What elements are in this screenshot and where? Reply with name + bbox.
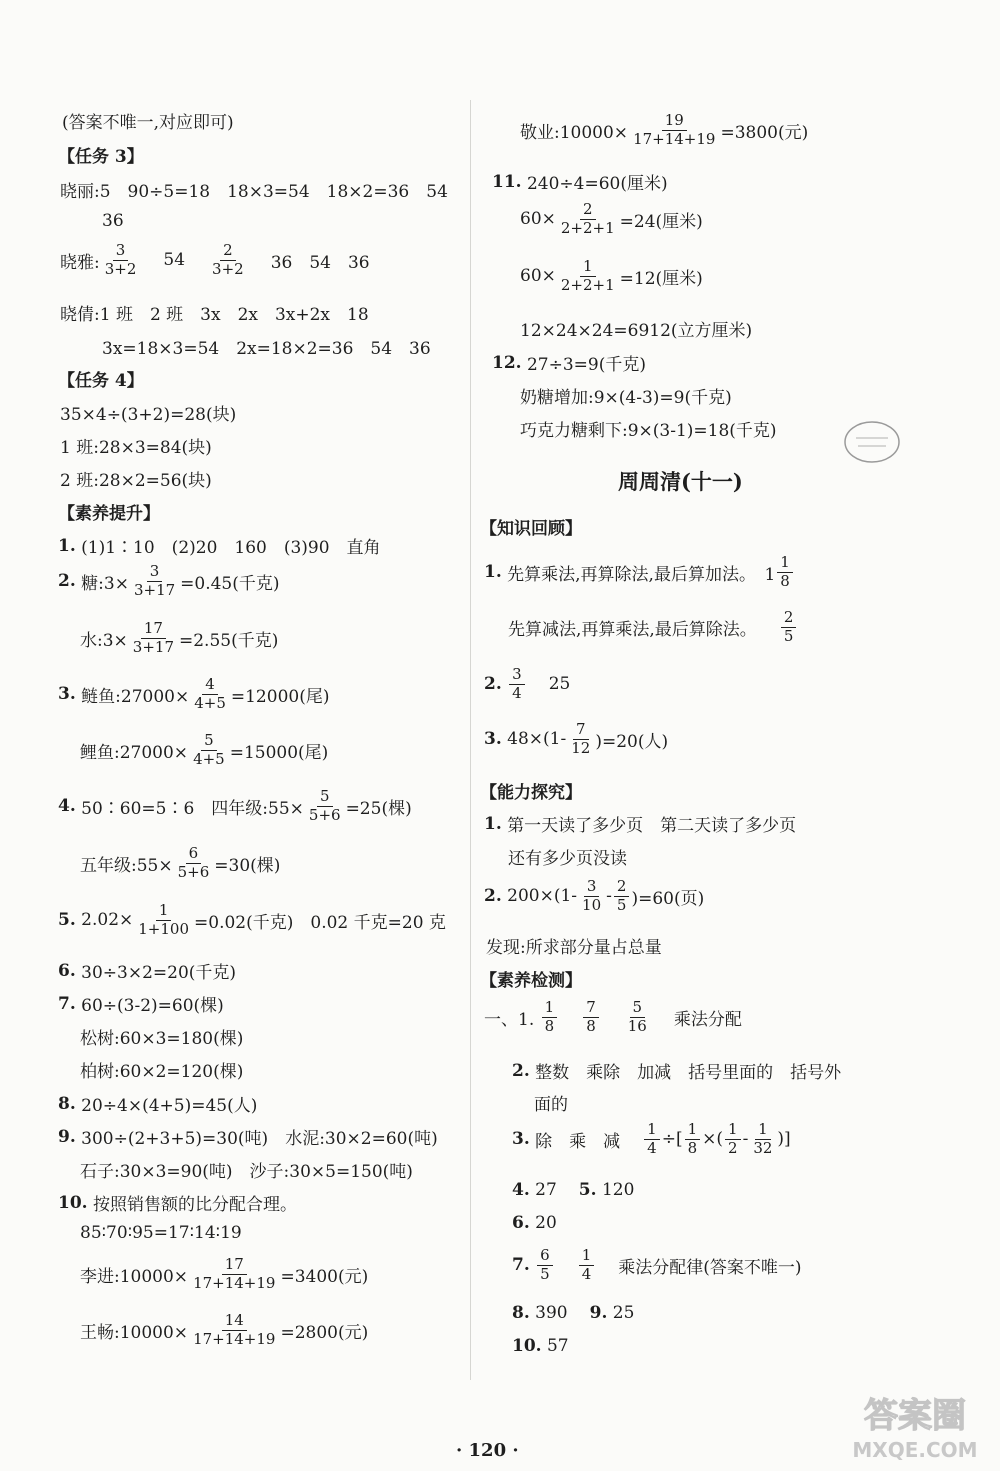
fraction: $\frac{5}{5+6}$ <box>308 787 341 824</box>
question-10-line: 李进:10000× $\frac{17}{17+14+19}$ =3400(元) <box>80 1255 369 1292</box>
question-6: 6. 30÷3×2=20(千克) <box>58 960 237 983</box>
fraction: $\frac{2}{2+2+1}$ <box>560 200 615 237</box>
question-3-line: 鲤鱼:27000× $\frac{5}{4+5}$ =15000(尾) <box>80 731 329 768</box>
question-12-line: 巧克力糖剩下:9×(3-1)=18(千克) <box>520 421 777 441</box>
fraction: $\frac{3}{3+17}$ <box>133 562 176 599</box>
question-4-line: 五年级:55× $\frac{6}{5+6}$ =30(棵) <box>80 844 281 881</box>
fraction: $\frac{17}{17+14+19}$ <box>193 1255 276 1292</box>
question-3: 3. 鲢鱼:27000× $\frac{4}{4+5}$ =12000(尾) <box>58 675 330 712</box>
fraction: 2 5 <box>781 610 797 645</box>
fraction: 7 12 <box>571 720 591 757</box>
fraction: 3 10 <box>582 877 602 914</box>
explore-finding: 发现:所求部分量占总量 <box>486 938 662 958</box>
question-10-line: 85∶70∶95=17∶14∶19 <box>80 1223 242 1243</box>
fraction: $\frac{1}{1+100}$ <box>138 901 190 938</box>
fraction: 3 3+2 <box>104 241 137 278</box>
note-line: (答案不唯一,对应即可) <box>62 113 234 133</box>
question-5: 5. 2.02× $\frac{1}{1+100}$ =0.02(千克) 0.02 千克=20 克 <box>58 901 446 938</box>
answer-line: 36 <box>102 211 124 231</box>
question-12-line: 奶糖增加:9×(4-3)=9(千克) <box>520 388 732 408</box>
fraction: $\frac{17}{3+17}$ <box>132 619 174 656</box>
test-3: 3. 除 乘 减 $\frac{1}{4}$ ÷[ $\frac{1}{8}$ ×( 1 2 - 1 32 )] <box>512 1120 791 1157</box>
question-10: 10. 按照销售额的比分配合理。 <box>58 1192 297 1215</box>
question-8: 8. 20÷4×(4+5)=45(人) <box>58 1093 258 1116</box>
fraction: $\frac{4}{4+5}$ <box>194 675 226 712</box>
explore-2: 2. 200×(1- 3 10 - 2 5 )=60(页) <box>484 877 705 914</box>
question-11-line: 12×24×24=6912(立方厘米) <box>520 321 753 341</box>
heading-task3: 【任务 3】 <box>58 147 144 167</box>
question-7-line: 松树:60×3=180(棵) <box>80 1029 244 1049</box>
test-10: 10. 57 <box>512 1336 569 1356</box>
question-1: 1. (1)1∶10 (2)20 160 (3)90 直角 <box>58 535 381 558</box>
svg-text:答案圈: 答案圈 <box>864 1396 966 1436</box>
fraction: 3 4 <box>509 667 525 702</box>
fraction: $\frac{1}{2+2+1}$ <box>560 257 615 294</box>
page-number: · 120 · <box>456 1440 519 1461</box>
review-1: 1. 先算乘法,再算除法,最后算加法。 1 1 8 <box>484 555 795 590</box>
answer-line: 2 班:28×2=56(块) <box>60 471 212 491</box>
fraction: $\frac{14}{17+14+19}$ <box>193 1311 276 1348</box>
question-2-line: 水:3× $\frac{17}{3+17}$ =2.55(千克) <box>80 619 279 656</box>
heading-task4: 【任务 4】 <box>58 371 144 391</box>
section-title: 周周清(十一) <box>618 469 743 494</box>
question-9: 9. 300÷(2+3+5)=30(吨) 水泥:30×2=60(吨) <box>58 1126 438 1149</box>
fraction: 2 3+2 <box>212 241 244 278</box>
fraction: 1 8 <box>777 555 793 590</box>
explore-1: 1. 第一天读了多少页 第二天读了多少页 <box>484 813 797 836</box>
fraction: 1 2 <box>725 1122 741 1157</box>
answer-line: 3x=18×3=54 2x=18×2=36 54 36 <box>102 339 431 359</box>
test-8-9: 8. 390 9. 25 <box>512 1303 635 1323</box>
answer-line: 1 班:28×3=84(块) <box>60 438 212 458</box>
fraction: $\frac{1}{8}$ <box>685 1122 701 1157</box>
column-divider <box>470 100 471 1380</box>
explore-1-line: 还有多少页没读 <box>508 849 627 869</box>
answer-line: 35×4÷(3+2)=28(块) <box>60 405 237 425</box>
test-2-line: 面的 <box>534 1095 568 1115</box>
fraction: 1 8 <box>542 1000 558 1035</box>
fraction: 7 8 <box>583 1000 599 1035</box>
question-9-line: 石子:30×3=90(吨) 沙子:30×5=150(吨) <box>80 1162 413 1182</box>
test-4-5: 4. 27 5. 120 <box>512 1180 635 1200</box>
question-4: 4. 50∶60=5∶6 四年级:55× $\frac{5}{5+6}$ =25(棵) <box>58 787 412 824</box>
fraction: $\frac{6}{5+6}$ <box>177 844 210 881</box>
review-1-line: 先算减法,再算乘法,最后算除法。 2 5 <box>508 610 798 645</box>
answer-line: 晓倩:1 班 2 班 3x 2x 3x+2x 18 <box>60 305 369 325</box>
test-6: 6. 20 <box>512 1213 557 1233</box>
question-7-line: 柏树:60×2=120(棵) <box>80 1062 244 1082</box>
answer-line-fractions: 晓雅: 3 3+2 54 2 3+2 36 54 36 <box>60 241 370 278</box>
test-2: 2. 整数 乘除 加减 括号里面的 括号外 <box>512 1060 842 1083</box>
review-3: 3. 48×(1- 7 12 )=20(人) <box>484 720 669 757</box>
heading-nengli-tanjiu: 【能力探究】 <box>480 783 582 803</box>
question-12: 12. 27÷3=9(千克) <box>492 352 647 375</box>
fraction: 5 16 <box>627 998 647 1035</box>
heading-zhishi-huigu: 【知识回顾】 <box>480 519 582 539</box>
review-2: 2. 3 4 25 <box>484 665 571 702</box>
answer-line: 敬业:10000× $\frac{19}{17+14+19}$ =3800(元) <box>520 111 809 148</box>
test-1: 一、1. 1 8 7 8 5 16 乘法分配 <box>484 998 742 1035</box>
question-11: 11. 240÷4=60(厘米) <box>492 171 668 194</box>
fraction: 6 5 <box>537 1248 553 1283</box>
fraction: $\frac{1}{4}$ <box>644 1122 660 1157</box>
question-11-line: 60× $\frac{1}{2+2+1}$ =12(厘米) <box>520 257 703 294</box>
question-2: 2. 糖:3× $\frac{3}{3+17}$ =0.45(千克) <box>58 562 280 599</box>
svg-text:MXQE.COM: MXQE.COM <box>852 1438 978 1462</box>
fraction: $\frac{19}{17+14+19}$ <box>633 111 716 148</box>
fraction: 2 5 <box>614 879 630 914</box>
fraction: $\frac{5}{4+5}$ <box>193 731 225 768</box>
fraction: 1 32 <box>753 1120 773 1157</box>
stamp-icon <box>842 418 902 466</box>
question-10-line: 王畅:10000× $\frac{14}{17+14+19}$ =2800(元) <box>80 1311 369 1348</box>
heading-suyang-jiance: 【素养检测】 <box>480 971 582 991</box>
answer-line: 晓丽:5 90÷5=18 18×3=54 18×2=36 54 <box>60 182 448 202</box>
heading-suyang-tisheng: 【素养提升】 <box>58 504 160 524</box>
watermark-logo-icon <box>840 1385 990 1465</box>
fraction: 1 4 <box>579 1248 595 1283</box>
question-7: 7. 60÷(3-2)=60(棵) <box>58 993 224 1016</box>
question-11-line: 60× $\frac{2}{2+2+1}$ =24(厘米) <box>520 200 703 237</box>
test-7: 7. 6 5 1 4 乘法分配律(答案不唯一) <box>512 1246 802 1283</box>
